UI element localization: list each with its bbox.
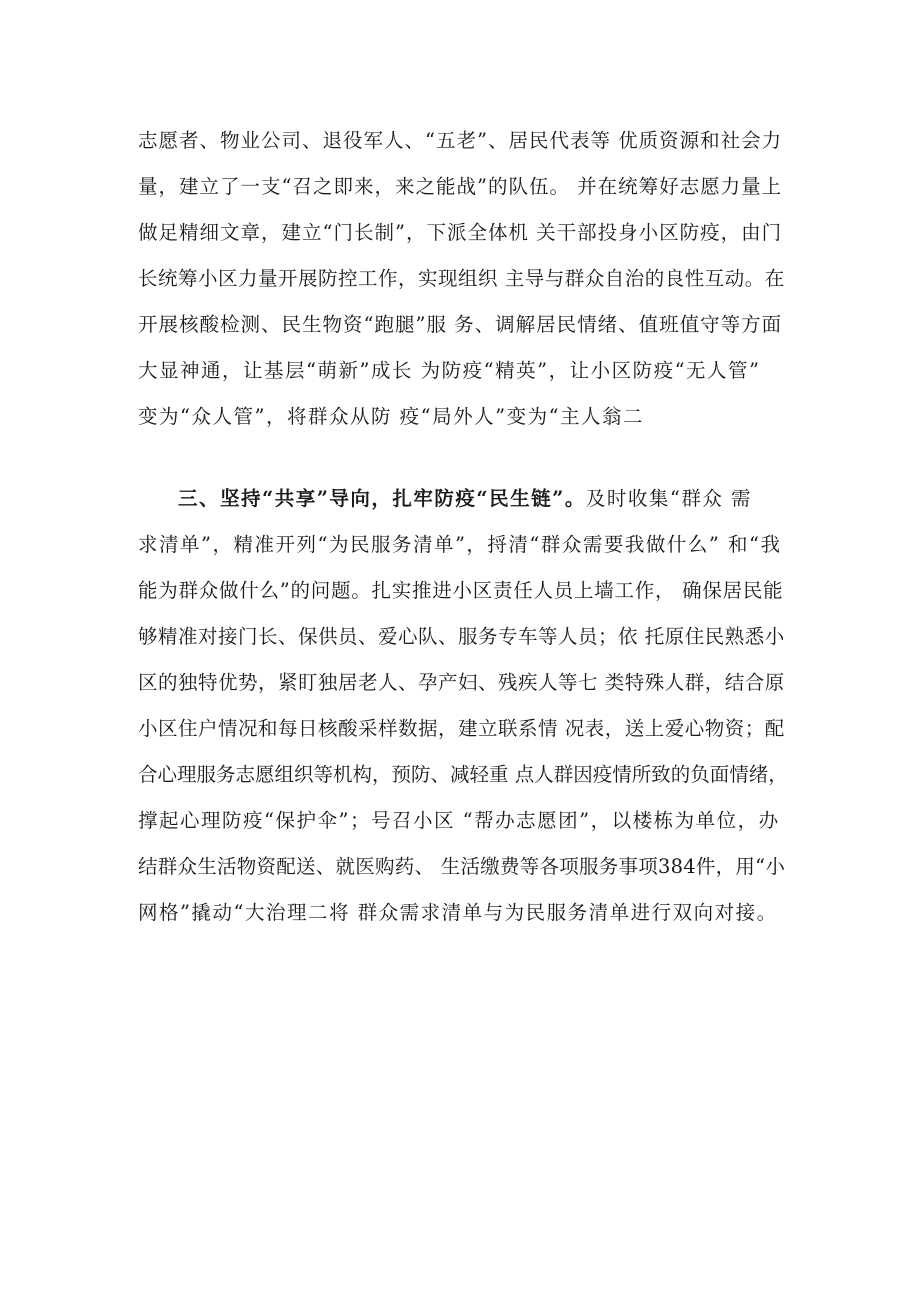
paragraph2-line-8: 撑起心理防疫“保护伞”；号召小区 “帮办志愿团”，以楼栋为单位，办 [138,809,780,832]
paragraph1-line-2: 量，建立了一支“召之即来，来之能战”的队伍。 并在统筹好志愿力量上 [138,175,783,198]
section-heading-rest: 及时收集“群众 需 [585,487,753,510]
paragraph1-line-6: 大显神通，让基层“萌新”成长 为防疫“精英”，让小区防疫“无人管” [138,359,761,382]
paragraph1-line-4: 长统筹小区力量开展防控工作，实现组织 主导与群众自治的良性互动。在 [138,267,785,290]
paragraph1-line-5: 开展核酸检测、民生物资“跑腿”服 务、调解居民情绪、值班值守等方面 [138,313,783,336]
paragraph2-line-2: 求清单”，精准开列“为民服务清单”，捋清“群众需要我做什么” 和“我 [138,533,782,556]
paragraph1-line-1: 志愿者、物业公司、退役军人、“五老”、居民代表等 优质资源和社会力 [138,129,783,152]
paragraph2-line-7: 合心理服务志愿组织等机构，预防、减轻重 点人群因疫情所致的负面情绪， [138,763,788,786]
paragraph2-line-3: 能为群众做什么”的问题。扎实推进小区责任人员上墙工作， 确保居民能 [138,579,784,602]
paragraph2-line-10: 网格”撬动“大治理二将 群众需求清单与为民服务清单进行双向对接。 [138,901,778,924]
section-heading: 三、坚持“共享”导向，扎牢防疫“民生链”。 [178,487,586,510]
paragraph2-line-6: 小区住户情况和每日核酸采样数据，建立联系情 况表，送上爱心物资；配 [138,717,785,740]
paragraph2-line-1 [178,484,788,514]
paragraph2-line-9: 结群众生活物资配送、就医购药、 生活缴费等各项服务事项384件，用“小 [138,855,786,878]
paragraph1-line-7: 变为“众人管”，将群众从防 疫“局外人”变为“主人翁二 [138,405,645,428]
paragraph2-line-5: 区的独特优势，紧盯独居老人、孕产妇、残疾人等七 类特殊人群，结合原 [138,671,785,694]
paragraph2-line-4: 够精准对接门长、保供员、爱心队、服务专车等人员；依 托原住民熟悉小 [138,625,785,648]
paragraph1-line-3: 做足精细文章，建立“门长制”，下派全体机 关干部投身小区防疫，由门 [138,221,783,244]
